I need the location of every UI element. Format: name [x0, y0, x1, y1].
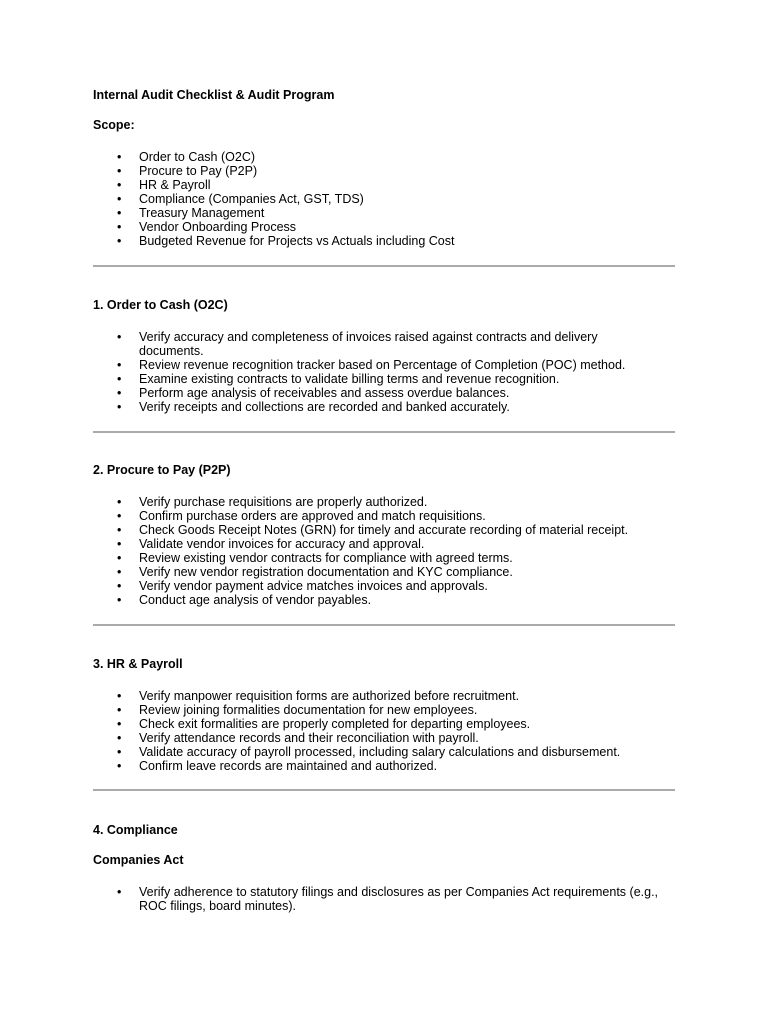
hr-payroll-list: [0, 689, 659, 773]
list-item: • Verify manpower requisition forms are authorized before recruitment.: [117, 689, 520, 703]
list-item: • Verify attendance records and their reconciliation with payroll.: [117, 731, 479, 745]
list-item: • Review joining formalities documentation for new employees.: [117, 703, 478, 717]
list-item: • Perform age analysis of receivables and assess overdue balances.: [117, 386, 510, 400]
bullet-icon: •: [117, 372, 122, 386]
list-item: • Verify purchase requisitions are properly authorized.: [117, 495, 428, 509]
list-item: • HR & Payroll: [117, 178, 211, 192]
list-item: • Check Goods Receipt Notes (GRN) for timely and accurate recording of material receipt.: [117, 523, 629, 537]
section-heading-compliance: 4. Compliance: [93, 823, 178, 837]
bullet-icon: •: [117, 565, 122, 579]
list-item: • Validate vendor invoices for accuracy and approval.: [117, 537, 425, 551]
bullet-icon: •: [117, 759, 122, 773]
p2p-list: [0, 495, 659, 607]
list-item: • Compliance (Companies Act, GST, TDS): [117, 192, 364, 206]
section-divider: [93, 624, 675, 626]
section-divider: [93, 431, 675, 433]
list-item: • Verify vendor payment advice matches invoices and approvals.: [117, 579, 488, 593]
bullet-icon: •: [117, 731, 122, 745]
list-item: • Verify receipts and collections are recorded and banked accurately.: [117, 400, 510, 414]
bullet-icon: •: [117, 386, 122, 400]
list-item: • Review existing vendor contracts for compliance with agreed terms.: [117, 551, 513, 565]
bullet-icon: •: [117, 537, 122, 551]
scope-heading: Scope:: [93, 118, 135, 132]
list-item: • Order to Cash (O2C): [117, 150, 256, 164]
bullet-icon: •: [117, 551, 122, 565]
bullet-icon: •: [117, 579, 122, 593]
list-item: • Budgeted Revenue for Projects vs Actuals including Cost: [117, 234, 455, 248]
o2c-list: [0, 330, 659, 414]
scope-list: [0, 150, 659, 248]
bullet-icon: •: [117, 220, 122, 234]
document-title: Internal Audit Checklist & Audit Program: [93, 88, 335, 102]
bullet-icon: •: [117, 358, 122, 372]
list-item: • Examine existing contracts to validate billing terms and revenue recognition.: [117, 372, 560, 386]
bullet-icon: •: [117, 717, 122, 731]
bullet-icon: •: [117, 593, 122, 607]
list-item: • Treasury Management: [117, 206, 265, 220]
section-heading-p2p: 2. Procure to Pay (P2P): [93, 463, 231, 477]
bullet-icon: •: [117, 178, 122, 192]
section-heading-hr-payroll: 3. HR & Payroll: [93, 657, 183, 671]
list-item: • Verify adherence to statutory filings and disclosures as per Companies Act requirements (e.g., ROC filings, board minutes).: [117, 885, 659, 913]
list-item: • Conduct age analysis of vendor payables.: [117, 593, 372, 607]
list-item: • Vendor Onboarding Process: [117, 220, 297, 234]
section-divider: [93, 265, 675, 267]
section-divider: [93, 789, 675, 791]
list-item: • Verify accuracy and completeness of invoices raised against contracts and delivery documents.: [117, 330, 598, 358]
list-item: • Procure to Pay (P2P): [117, 164, 258, 178]
list-item: • Confirm leave records are maintained and authorized.: [117, 759, 438, 773]
bullet-icon: •: [117, 885, 122, 899]
bullet-icon: •: [117, 703, 122, 717]
bullet-icon: •: [117, 234, 122, 248]
bullet-icon: •: [117, 150, 122, 164]
bullet-icon: •: [117, 689, 122, 703]
companies-act-list: [0, 885, 659, 913]
section-heading-o2c: 1. Order to Cash (O2C): [93, 298, 228, 312]
bullet-icon: •: [117, 400, 122, 414]
bullet-icon: •: [117, 330, 122, 344]
list-item: • Check exit formalities are properly completed for departing employees.: [117, 717, 531, 731]
bullet-icon: •: [117, 495, 122, 509]
subsection-heading-companies-act: Companies Act: [93, 853, 184, 867]
list-item: • Validate accuracy of payroll processed, including salary calculations and disbursement.: [117, 745, 621, 759]
bullet-icon: •: [117, 509, 122, 523]
list-item: • Review revenue recognition tracker based on Percentage of Completion (POC) method.: [117, 358, 626, 372]
bullet-icon: •: [117, 192, 122, 206]
bullet-icon: •: [117, 206, 122, 220]
list-item: • Confirm purchase orders are approved and match requisitions.: [117, 509, 486, 523]
bullet-icon: •: [117, 164, 122, 178]
bullet-icon: •: [117, 745, 122, 759]
list-item: • Verify new vendor registration documentation and KYC compliance.: [117, 565, 513, 579]
bullet-icon: •: [117, 523, 122, 537]
